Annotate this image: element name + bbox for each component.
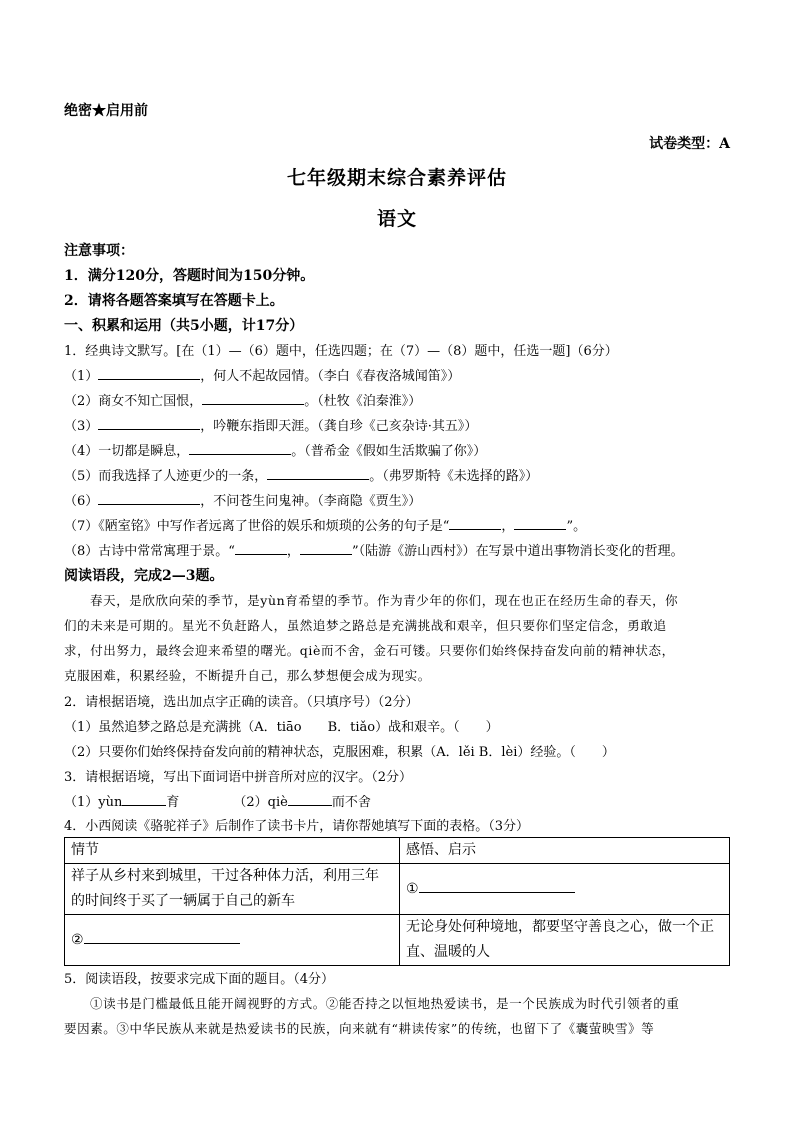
table-row bbox=[65, 864, 730, 915]
cell-line: 的时间终于买了一辆属于自己的新车 bbox=[71, 893, 295, 909]
dictation-item: （4）一切都是瞬息， 。（普希金《假如生活欺骗了你》） bbox=[64, 440, 486, 459]
answer-blank bbox=[98, 415, 200, 430]
passage-line: 要因素。③中华民族从来就是热爱读书的民族，向来就有“耕读传家”的传统，也留下了《囊萤映雪》等 bbox=[64, 1021, 655, 1036]
paper-type: 试卷类型：A bbox=[649, 136, 730, 152]
answer-blank bbox=[189, 440, 291, 455]
dictation-item: （5）而我选择了人迹更少的一条， 。（弗罗斯特《未选择的路》） bbox=[64, 465, 538, 484]
confidential-mark: 绝密★启用前 bbox=[64, 103, 148, 119]
passage-line: 们的未来是可期的。星光不负赶路人，虽然追梦之路总是充满挑战和艰辛，但只要你们坚定信念，勇敢追 bbox=[64, 618, 667, 633]
answer-blank bbox=[267, 465, 369, 480]
table-cell: ① bbox=[400, 864, 730, 915]
section-heading: 一、积累和运用（共5小题，计17分） bbox=[64, 318, 304, 334]
passage-line: 春天，是欣欣向荣的季节，是yùn育希望的季节。作为青少年的你们，现在也正在经历生命的春天，你 bbox=[90, 593, 679, 608]
answer-blank bbox=[419, 878, 575, 893]
answer-blank bbox=[98, 490, 200, 505]
cell-line: 直、温暖的人 bbox=[406, 944, 490, 960]
reading-card-table bbox=[64, 837, 730, 966]
dictation-item: （3） ，吟鞭东指即天涯。（龚自珍《己亥杂诗·其五》） bbox=[64, 415, 477, 434]
question-line: （2）只要你们始终保持奋发向前的精神状态，克服困难，积累（A．lěi B．lèi）经验。（ ） bbox=[64, 745, 615, 760]
answer-blank bbox=[235, 540, 287, 555]
dictation-item: （8）古诗中常常寓理于景。“ ， ”（陆游《游山西村》）在写景中道出事物消长变化的哲理。 bbox=[64, 540, 684, 559]
dictation-item: （6） ，不问苍生问鬼神。（李商隐《贾生》） bbox=[64, 490, 421, 509]
subject-title: 语文 bbox=[376, 208, 417, 230]
answer-blank bbox=[202, 390, 304, 405]
dictation-item: （7）《陋室铭》中写作者远离了世俗的娱乐和烦琐的公务的句子是“ ， ”。 bbox=[64, 515, 586, 534]
question-stem: 1．经典诗文默写。[在（1）—（6）题中，任选四题；在（7）—（8）题中，任选一题]（6分） bbox=[64, 344, 618, 359]
passage-line: 克服困难，积累经验，不断提升自己，那么梦想便会成为现实。 bbox=[64, 668, 431, 683]
answer-blank bbox=[288, 791, 332, 806]
question-stem: 3．请根据语境，写出下面词语中拼音所对应的汉字。（2分） bbox=[64, 770, 413, 785]
note-item: 2．请将各题答案填写在答题卡上。 bbox=[64, 293, 284, 309]
passage-line: ①读书是门槛最低且能开阔视野的方式。②能否持之以恒地热爱读书，是一个民族成为时代引领者的重 bbox=[90, 996, 680, 1011]
question-line: （1）yùn 育 （2）qiè 而不舍 bbox=[64, 791, 371, 810]
question-stem: 2．请根据语境，选出加点字正确的读音。（只填序号）（2分） bbox=[64, 695, 419, 710]
table-row bbox=[65, 915, 730, 966]
cell-line: 祥子从乡村来到城里，干过各种体力活，利用三年 bbox=[71, 868, 379, 884]
cell-line: 无论身处何种境地，都要坚守善良之心，做一个正 bbox=[406, 919, 714, 935]
answer-blank bbox=[84, 929, 240, 944]
answer-blank bbox=[514, 515, 566, 530]
table-cell bbox=[65, 864, 400, 915]
question-stem: 5．阅读语段，按要求完成下面的题目。（4分） bbox=[64, 972, 335, 987]
table-header-cell: 情节 bbox=[65, 838, 400, 864]
notes-heading: 注意事项： bbox=[64, 243, 134, 259]
reading-heading: 阅读语段，完成2—3题。 bbox=[64, 568, 224, 584]
page-title: 七年级期末综合素养评估 bbox=[286, 167, 507, 189]
answer-blank bbox=[122, 791, 166, 806]
question-line: （1）虽然追梦之路总是充满挑（A．tiāo B．tiǎo）战和艰辛。（ ） bbox=[64, 720, 499, 735]
answer-blank bbox=[300, 540, 352, 555]
answer-blank bbox=[449, 515, 501, 530]
answer-blank bbox=[98, 365, 200, 380]
table-cell: ② bbox=[65, 915, 400, 966]
passage-line: 求，付出努力，最终会迎来希望的曙光。qiè而不舍，金石可镂。只要你们始终保持奋发向前的精神状态， bbox=[64, 643, 675, 658]
question-stem: 4．小西阅读《骆驼祥子》后制作了读书卡片，请你帮她填写下面的表格。（3分） bbox=[64, 819, 530, 834]
table-header-row bbox=[65, 838, 730, 864]
table-header-cell: 感悟、启示 bbox=[400, 838, 730, 864]
note-item: 1．满分120分，答题时间为150分钟。 bbox=[64, 268, 315, 284]
dictation-item: （1） ，何人不起故园情。（李白《春夜洛城闻笛》） bbox=[64, 365, 460, 384]
dictation-item: （2）商女不知亡国恨， 。（杜牧《泊秦淮》） bbox=[64, 390, 421, 409]
table-cell bbox=[400, 915, 730, 966]
